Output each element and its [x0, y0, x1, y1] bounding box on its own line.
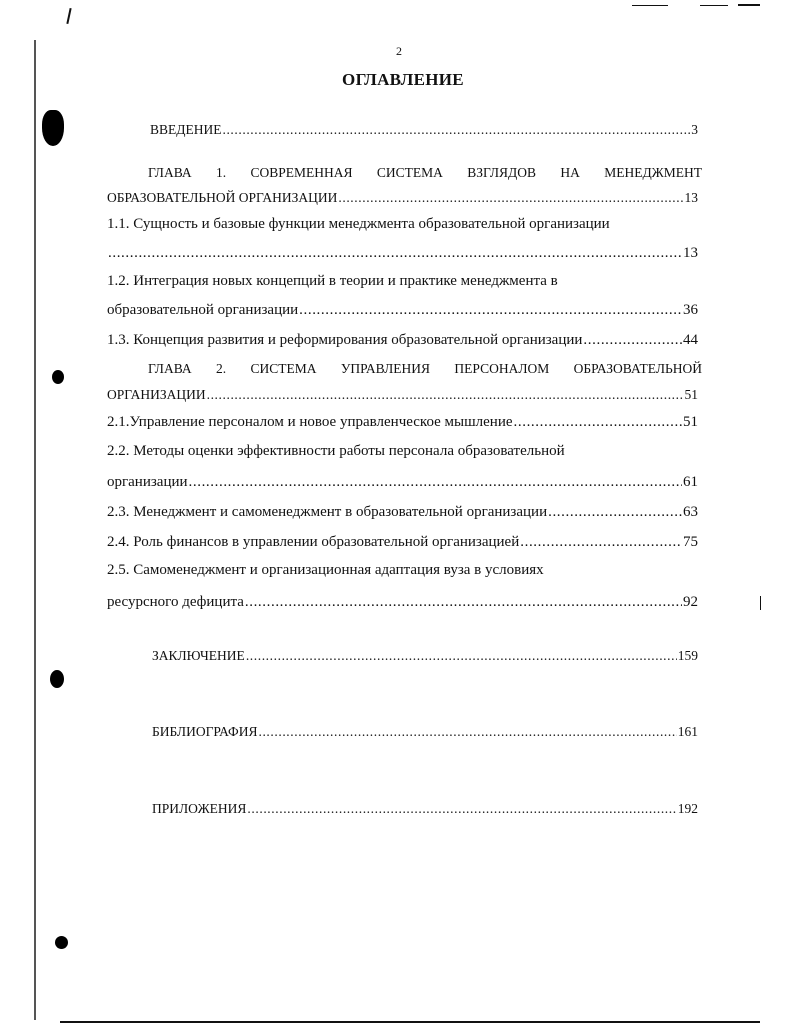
punch-hole: [52, 370, 64, 384]
toc-page: 92: [683, 594, 698, 610]
toc-s2-5-line1: 2.5. Самоменеджмент и организационная адаптация вуза в условиях: [107, 562, 544, 578]
scan-top-dash: [632, 5, 668, 6]
toc-page: 63: [683, 504, 698, 520]
scan-mark: [66, 8, 71, 24]
toc-entry-s2-5: [107, 593, 698, 611]
toc-page: 51: [683, 414, 698, 430]
scan-bottom-line: [60, 1021, 760, 1023]
toc-chapter1-line1: ГЛАВА 1. СОВРЕМЕННАЯ СИСТЕМА ВЗГЛЯДОВ НА МЕНЕДЖМЕНТ: [148, 165, 702, 180]
scan-right-tick: [760, 596, 761, 610]
toc-entry-intro: [150, 121, 698, 139]
toc-page: 75: [683, 534, 698, 550]
toc-page: 61: [683, 474, 698, 490]
toc-entry-conclusion: [152, 647, 698, 665]
toc-entry-appendices: [152, 800, 698, 818]
toc-label: ЗАКЛЮЧЕНИЕ: [152, 648, 245, 663]
scan-edge-line: [34, 40, 36, 1020]
toc-entry-chapter2: [107, 386, 698, 404]
toc-entry-bibliography: [152, 723, 698, 741]
toc-entry-s2-2: [107, 473, 698, 491]
punch-hole: [42, 110, 64, 146]
toc-page: 161: [677, 724, 698, 739]
toc-page: 192: [677, 801, 698, 816]
toc-page: 36: [683, 302, 698, 318]
toc-label: ресурсного дефицита: [107, 594, 244, 610]
page-number: 2: [396, 44, 402, 58]
toc-page: 159: [677, 648, 698, 663]
punch-hole: [50, 670, 64, 688]
toc-label: ВВЕДЕНИЕ: [150, 122, 222, 137]
toc-label: 1.3. Концепция развития и реформирования образовательной организации: [107, 332, 583, 348]
toc-label: 2.3. Менеджмент и самоменеджмент в образовательной организации: [107, 504, 548, 520]
toc-entry-s1-1: [107, 244, 698, 262]
toc-entry-s1-3: [107, 331, 698, 349]
toc-label: ПРИЛОЖЕНИЯ: [152, 801, 247, 816]
toc-label: БИБЛИОГРАФИЯ: [152, 724, 258, 739]
page-title: ОГЛАВЛЕНИЕ: [342, 70, 464, 89]
toc-s2-2-line1: 2.2. Методы оценки эффективности работы персонала образовательной: [107, 443, 565, 459]
toc-s1-1-line1: 1.1. Сущность и базовые функции менеджмента образовательной организации: [107, 216, 610, 232]
toc-entry-chapter1: [107, 189, 698, 207]
toc-page: 51: [684, 387, 698, 402]
toc-chapter2-line1: ГЛАВА 2. СИСТЕМА УПРАВЛЕНИЯ ПЕРСОНАЛОМ ОБРАЗОВАТЕЛЬНОЙ: [148, 361, 702, 376]
toc-label: ОРГАНИЗАЦИИ: [107, 387, 206, 402]
scan-top-dash: [700, 5, 728, 6]
toc-page: 3: [691, 122, 698, 137]
toc-label: организации: [107, 474, 188, 490]
scan-top-dash: [738, 4, 760, 6]
toc-label: 2.1.Управление персоналом и новое управленческое мышление: [107, 414, 513, 430]
toc-entry-s2-3: [107, 503, 698, 521]
toc-label: образовательной организации: [107, 302, 299, 318]
toc-entry-s2-1: [107, 413, 698, 431]
toc-label: 2.4. Роль финансов в управлении образовательной организацией: [107, 534, 520, 550]
toc-s1-2-line1: 1.2. Интеграция новых концепций в теории и практике менеджмента в: [107, 273, 558, 289]
toc-label: ОБРАЗОВАТЕЛЬНОЙ ОРГАНИЗАЦИИ: [107, 190, 338, 205]
toc-page: 44: [683, 332, 698, 348]
toc-page: 13: [683, 245, 698, 261]
toc-entry-s2-4: [107, 533, 698, 551]
toc-entry-s1-2: [107, 301, 698, 319]
toc-page: 13: [684, 190, 698, 205]
punch-hole: [55, 936, 68, 949]
